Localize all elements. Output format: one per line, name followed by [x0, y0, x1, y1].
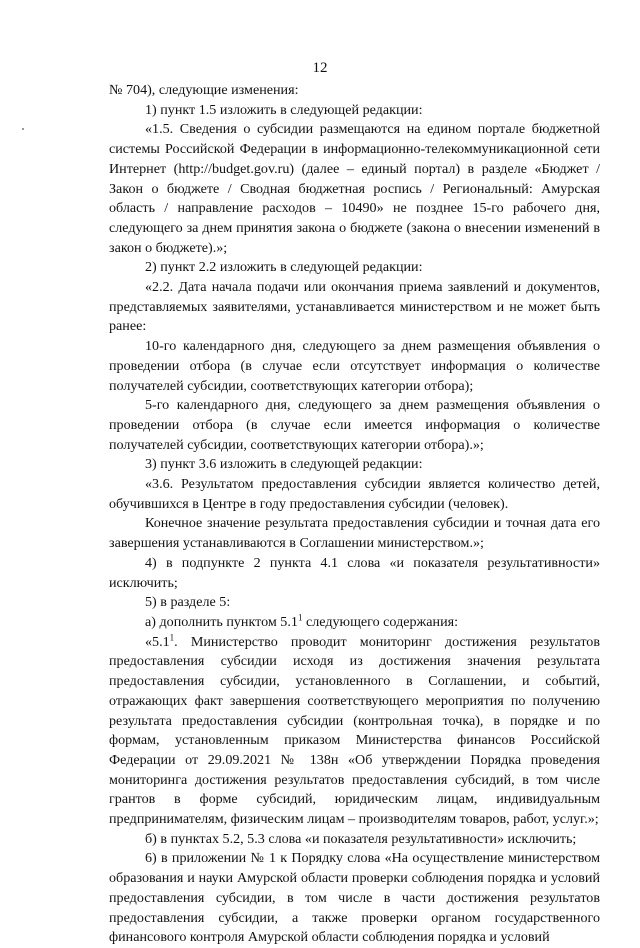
paragraph-text: 5) в разделе 5: — [145, 594, 231, 611]
paragraph — [109, 830, 600, 850]
paragraph — [109, 613, 600, 633]
paragraph — [109, 396, 600, 455]
paragraph — [109, 278, 600, 337]
paragraph-text: Конечное значение результата предоставления субсидии и точная дата его завершения устанавливаются в Соглашении министерством.»; — [109, 515, 600, 552]
paragraph — [109, 101, 600, 121]
paragraph-text: а) дополнить пунктом 5.1 — [145, 613, 298, 630]
paragraph-text: 5-го календарного дня, следующего за днем размещения объявления о проведении отбора (в случае если имеется информация о количестве получателей субсидии, соответствующих категории отбора).»; — [109, 397, 600, 453]
paragraph-text: № 704), следующие изменения: — [109, 82, 299, 98]
paragraph-text: «3.6. Результатом предоставления субсидии является количество детей, обучившихся в Центре в году предоставления субсидии (человек). — [109, 476, 600, 512]
paragraph-text: 4) в подпункте 2 пункта 4.1 слова «и показателя результативности» исключить; — [109, 554, 600, 591]
paragraph-text: «1.5. Сведения о субсидии размещаются на едином портале бюджетной системы Российской Федерации в информационно-телекоммуникационной сети Интернет (http://budget.gov.ru) (далее – единый портал) в разделе «Бюджет / Закон о бюджете / Сводная бюджетная роспись / Региональный: Амурская область / направление расходов – 10490» не позднее 15-го рабочего дня, следующего за днем принятия закона о бюджете (закона о внесении изменений в закон о бюджете).»; — [109, 121, 600, 256]
scan-speck — [22, 128, 24, 130]
paragraph — [109, 849, 600, 948]
paragraph — [109, 633, 600, 830]
paragraph-text: 6) в приложении № 1 к Порядку слова «На осуществление министерством образования и науки Амурской области проверки соблюдения порядка и условий предоставления субсидии, в том числе в части достижения результатов предоставления субсидии, а также проверки органом государственного финансового контроля Амурской области соблюдения порядка и условий — [109, 850, 600, 946]
paragraph-text: 2) пункт 2.2 изложить в следующей редакции: — [145, 259, 423, 276]
document-body — [109, 81, 600, 948]
paragraph-text-continued: . Министерство проводит мониторинг достижения результатов предоставления субсидии исходя из достижения значения результата предоставления субсидии, установленного в Соглашении, и событий, отражающих факт завершения соответствующего мероприятия по получению результата предоставления субсидии (контрольная точка), в порядке и по формам, установленным приказом Министерства финансов Российской Федерации от 29.09.2021 № 138н «Об утверждении Порядка проведения мониторинга достижения результатов предоставления субсидий, в том числе грантов в форме субсидий, юридическим лицам, индивидуальным предпринимателям, физическим лицам – производителям товаров, работ, услуг.»; — [109, 633, 600, 828]
paragraph — [109, 337, 600, 396]
paragraph — [109, 475, 600, 514]
paragraph-text: 1) пункт 1.5 изложить в следующей редакции: — [145, 101, 423, 118]
superscript: 1 — [297, 612, 303, 623]
paragraph-text: б) в пунктах 5.2, 5.3 слова «и показателя результативности» исключить; — [145, 830, 577, 847]
paragraph-text: «5.1 — [145, 633, 170, 650]
paragraph-text: 10-го календарного дня, следующего за днем размещения объявления о проведении отбора (в случае если отсутствует информация о количестве получателей субсидии, соответствующих категории отбора); — [109, 338, 600, 394]
paragraph-text-continued: следующего содержания: — [302, 613, 459, 630]
superscript: 1 — [169, 632, 175, 642]
paragraph — [109, 81, 600, 101]
paragraph — [109, 455, 600, 475]
paragraph — [109, 593, 600, 613]
paragraph-text: «2.2. Дата начала подачи или окончания приема заявлений и документов, представляемых заявителями, устанавливается министерством и не может быть ранее: — [109, 279, 600, 335]
paragraph — [109, 120, 600, 258]
paragraph — [109, 258, 600, 278]
paragraph — [109, 554, 600, 593]
paragraph — [109, 514, 600, 553]
page-number: 12 — [312, 60, 328, 76]
paragraph-text: 3) пункт 3.6 изложить в следующей редакции: — [145, 456, 423, 473]
